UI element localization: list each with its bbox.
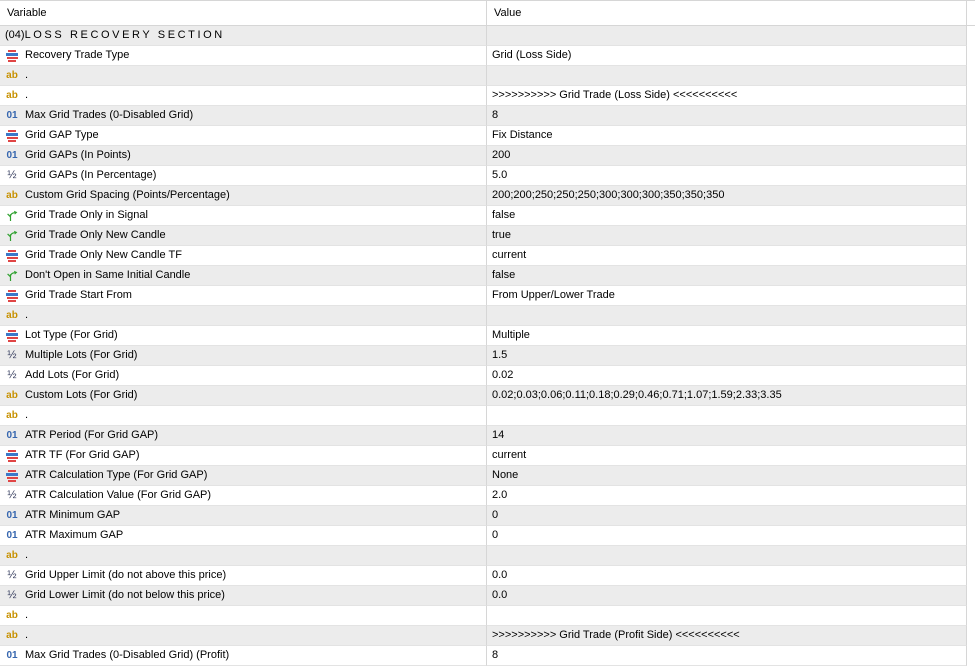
table-row[interactable] — [0, 246, 975, 266]
double-icon: ½ — [7, 369, 17, 381]
variable-cell — [0, 286, 487, 306]
param-name: Custom Grid Spacing (Points/Percentage) — [25, 189, 230, 201]
variable-cell — [0, 646, 487, 666]
header-gutter — [967, 1, 975, 25]
row-gutter — [967, 606, 975, 626]
param-value[interactable]: 0 — [487, 506, 967, 526]
variable-cell — [0, 106, 487, 126]
row-gutter — [967, 326, 975, 346]
param-name: . — [25, 409, 29, 421]
table-row[interactable] — [0, 646, 975, 666]
param-name: . — [25, 629, 29, 641]
table-row[interactable] — [0, 346, 975, 366]
variable-cell — [0, 326, 487, 346]
text-icon: ab — [6, 410, 18, 421]
variable-cell — [0, 46, 487, 66]
param-value[interactable]: 0.02 — [487, 366, 967, 386]
param-value[interactable]: 0.0 — [487, 586, 967, 606]
param-name: ATR TF (For Grid GAP) — [25, 449, 140, 461]
variable-cell — [0, 306, 487, 326]
param-value[interactable]: false — [487, 266, 967, 286]
param-name: Grid Lower Limit (do not below this price) — [25, 589, 225, 601]
row-gutter — [967, 406, 975, 426]
table-row[interactable] — [0, 506, 975, 526]
bool-icon — [5, 269, 19, 282]
enum-icon — [5, 449, 19, 462]
row-gutter — [967, 166, 975, 186]
row-gutter — [967, 486, 975, 506]
variable-cell — [0, 426, 487, 446]
row-gutter — [967, 346, 975, 366]
row-gutter — [967, 106, 975, 126]
row-gutter — [967, 206, 975, 226]
param-name: . — [25, 609, 29, 621]
param-name: . — [25, 549, 29, 561]
row-gutter — [967, 566, 975, 586]
param-name: . — [25, 89, 29, 101]
param-value[interactable]: 200 — [487, 146, 967, 166]
row-gutter — [967, 586, 975, 606]
variable-cell — [0, 546, 487, 566]
variable-cell — [0, 186, 487, 206]
param-name: Don't Open in Same Initial Candle — [25, 269, 191, 281]
param-value[interactable]: 0.02;0.03;0.06;0.11;0.18;0.29;0.46;0.71;1.07;1.59;2.33;3.35 — [487, 386, 967, 406]
variable-cell — [0, 346, 487, 366]
param-value[interactable]: false — [487, 206, 967, 226]
table-header — [0, 1, 975, 26]
variable-cell — [0, 606, 487, 626]
row-gutter — [967, 426, 975, 446]
int-icon: 01 — [6, 650, 18, 661]
int-icon: 01 — [6, 510, 18, 521]
text-icon: ab — [6, 70, 18, 81]
table-row[interactable] — [0, 186, 975, 206]
table-row[interactable] — [0, 326, 975, 346]
int-icon: 01 — [6, 530, 18, 541]
enum-icon — [5, 329, 19, 342]
table-row[interactable] — [0, 466, 975, 486]
param-value[interactable]: >>>>>>>>>> Grid Trade (Loss Side) <<<<<<<<<< — [487, 86, 967, 106]
param-value[interactable]: 0 — [487, 526, 967, 546]
param-value[interactable]: Fix Distance — [487, 126, 967, 146]
param-value[interactable]: 8 — [487, 646, 967, 666]
param-name: Recovery Trade Type — [25, 49, 130, 61]
enum-icon — [5, 289, 19, 302]
param-value[interactable] — [487, 66, 967, 86]
param-name: ATR Period (For Grid GAP) — [25, 429, 159, 441]
int-icon: 01 — [6, 150, 18, 161]
param-name: Multiple Lots (For Grid) — [25, 349, 138, 361]
text-icon: ab — [6, 610, 18, 621]
row-gutter — [967, 646, 975, 666]
variable-cell — [0, 266, 487, 286]
table-row[interactable] — [0, 86, 975, 106]
table-row[interactable] — [0, 386, 975, 406]
int-icon: 01 — [6, 110, 18, 121]
table-row[interactable] — [0, 106, 975, 126]
param-value[interactable]: 14 — [487, 426, 967, 446]
param-name: Grid GAPs (In Points) — [25, 149, 131, 161]
row-gutter — [967, 146, 975, 166]
text-icon: ab — [6, 190, 18, 201]
variable-cell — [0, 566, 487, 586]
row-gutter — [967, 526, 975, 546]
table-row[interactable] — [0, 586, 975, 606]
param-value[interactable]: 5.0 — [487, 166, 967, 186]
table-row[interactable] — [0, 486, 975, 506]
row-gutter — [967, 306, 975, 326]
double-icon: ½ — [7, 589, 17, 601]
variable-cell — [0, 206, 487, 226]
table-row[interactable] — [0, 46, 975, 66]
table-body — [0, 26, 975, 666]
param-name: Grid Trade Only in Signal — [25, 209, 148, 221]
param-name: ATR Minimum GAP — [25, 509, 121, 521]
bool-icon — [5, 229, 19, 242]
param-value[interactable]: current — [487, 246, 967, 266]
variable-cell — [0, 246, 487, 266]
table-row[interactable] — [0, 366, 975, 386]
column-header-value[interactable]: Value — [487, 1, 967, 25]
param-name: Max Grid Trades (0-Disabled Grid) (Profit) — [25, 649, 230, 661]
int-icon: 01 — [6, 430, 18, 441]
param-name: Lot Type (For Grid) — [25, 329, 118, 341]
param-value[interactable]: 0.0 — [487, 566, 967, 586]
param-value[interactable]: 200;200;250;250;250;300;300;300;350;350;350 — [487, 186, 967, 206]
table-row[interactable] — [0, 126, 975, 146]
param-value[interactable] — [487, 406, 967, 426]
bool-icon — [5, 209, 19, 222]
enum-icon — [5, 469, 19, 482]
table-row[interactable] — [0, 66, 975, 86]
enum-icon — [5, 249, 19, 262]
table-row[interactable] — [0, 446, 975, 466]
row-gutter — [967, 446, 975, 466]
variable-cell — [0, 126, 487, 146]
section-number: (04) — [5, 29, 25, 41]
param-name: Grid GAP Type — [25, 129, 99, 141]
param-name: Grid Trade Start From — [25, 289, 132, 301]
param-value[interactable]: >>>>>>>>>> Grid Trade (Profit Side) <<<<<<<<<< — [487, 626, 967, 646]
row-gutter — [967, 126, 975, 146]
double-icon: ½ — [7, 349, 17, 361]
param-value[interactable]: Multiple — [487, 326, 967, 346]
row-gutter — [967, 66, 975, 86]
variable-cell — [0, 146, 487, 166]
text-icon: ab — [6, 90, 18, 101]
param-name: . — [25, 69, 29, 81]
row-gutter — [967, 506, 975, 526]
variable-cell — [0, 66, 487, 86]
double-icon: ½ — [7, 569, 17, 581]
param-name: Max Grid Trades (0-Disabled Grid) — [25, 109, 194, 121]
table-row[interactable] — [0, 546, 975, 566]
variable-cell — [0, 386, 487, 406]
double-icon: ½ — [7, 489, 17, 501]
variable-cell — [0, 86, 487, 106]
param-name: . — [25, 309, 29, 321]
param-name: ATR Calculation Value (For Grid GAP) — [25, 489, 212, 501]
double-icon: ½ — [7, 169, 17, 181]
row-gutter — [967, 246, 975, 266]
row-gutter — [967, 26, 975, 46]
param-value[interactable] — [487, 606, 967, 626]
param-value[interactable]: 8 — [487, 106, 967, 126]
table-row[interactable] — [0, 526, 975, 546]
param-name: ATR Maximum GAP — [25, 529, 124, 541]
table-row[interactable] — [0, 266, 975, 286]
param-value — [487, 26, 967, 46]
param-value[interactable]: current — [487, 446, 967, 466]
param-name: ATR Calculation Type (For Grid GAP) — [25, 469, 208, 481]
variable-cell — [0, 26, 487, 46]
variable-cell — [0, 366, 487, 386]
param-name: Grid Trade Only New Candle TF — [25, 249, 182, 261]
row-gutter — [967, 366, 975, 386]
variable-cell — [0, 526, 487, 546]
enum-icon — [5, 129, 19, 142]
variable-cell — [0, 446, 487, 466]
table-row[interactable] — [0, 146, 975, 166]
table-row[interactable] — [0, 406, 975, 426]
text-icon: ab — [6, 630, 18, 641]
param-name: Custom Lots (For Grid) — [25, 389, 138, 401]
param-name: Add Lots (For Grid) — [25, 369, 120, 381]
table-row[interactable] — [0, 426, 975, 446]
row-gutter — [967, 266, 975, 286]
table-row[interactable] — [0, 306, 975, 326]
variable-cell — [0, 486, 487, 506]
row-gutter — [967, 186, 975, 206]
column-header-variable[interactable]: Variable — [0, 1, 487, 25]
param-value[interactable]: From Upper/Lower Trade — [487, 286, 967, 306]
variable-cell — [0, 466, 487, 486]
row-gutter — [967, 386, 975, 406]
param-name: Grid Upper Limit (do not above this price) — [25, 569, 227, 581]
row-gutter — [967, 626, 975, 646]
variable-cell — [0, 586, 487, 606]
param-value[interactable] — [487, 546, 967, 566]
variable-cell — [0, 506, 487, 526]
param-value[interactable]: None — [487, 466, 967, 486]
table-row[interactable] — [0, 606, 975, 626]
param-name: Grid GAPs (In Percentage) — [25, 169, 157, 181]
row-gutter — [967, 86, 975, 106]
section-title: LOSS RECOVERY SECTION — [24, 29, 225, 41]
param-value[interactable]: true — [487, 226, 967, 246]
table-row[interactable] — [0, 166, 975, 186]
variable-cell — [0, 166, 487, 186]
section-header-row[interactable] — [0, 26, 975, 46]
variable-cell — [0, 626, 487, 646]
param-value[interactable]: 2.0 — [487, 486, 967, 506]
row-gutter — [967, 286, 975, 306]
param-value[interactable] — [487, 306, 967, 326]
variable-cell — [0, 406, 487, 426]
table-row[interactable] — [0, 226, 975, 246]
variable-cell — [0, 226, 487, 246]
param-value[interactable]: 1.5 — [487, 346, 967, 366]
text-icon: ab — [6, 390, 18, 401]
param-value[interactable]: Grid (Loss Side) — [487, 46, 967, 66]
row-gutter — [967, 546, 975, 566]
row-gutter — [967, 46, 975, 66]
table-row[interactable] — [0, 286, 975, 306]
text-icon: ab — [6, 550, 18, 561]
text-icon: ab — [6, 310, 18, 321]
table-row[interactable] — [0, 626, 975, 646]
param-name: Grid Trade Only New Candle — [25, 229, 166, 241]
table-row[interactable] — [0, 566, 975, 586]
row-gutter — [967, 466, 975, 486]
row-gutter — [967, 226, 975, 246]
table-row[interactable] — [0, 206, 975, 226]
enum-icon — [5, 49, 19, 62]
